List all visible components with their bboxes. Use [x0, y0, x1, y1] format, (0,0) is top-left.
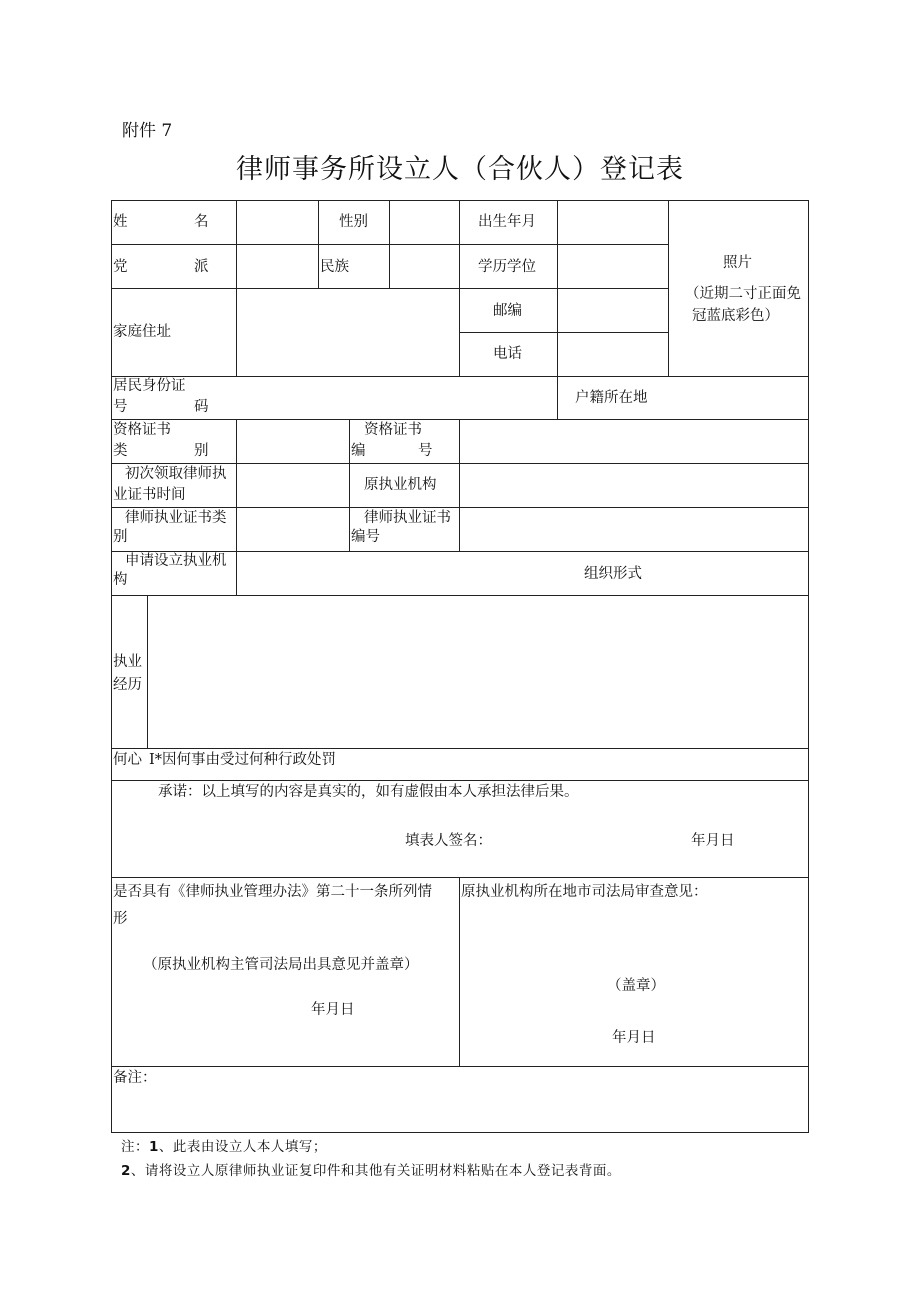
signature-field[interactable]	[496, 826, 676, 854]
rule	[111, 419, 809, 420]
label-first-license-1: 初次领取律师执	[125, 466, 227, 482]
history-field[interactable]	[149, 597, 806, 746]
art21-text-2: 形	[113, 911, 128, 927]
license-no-field[interactable]	[461, 509, 806, 549]
rule	[147, 595, 148, 748]
rule	[111, 288, 669, 289]
label-qual-no-1: 资格证书	[364, 422, 422, 438]
note-2	[121, 1159, 621, 1179]
bureau-opinion: （原执业机构主管司法局出具意见并盖章）	[143, 957, 419, 973]
rule	[111, 877, 809, 878]
id-number-field[interactable]	[238, 378, 557, 418]
label-name-a: 姓	[113, 214, 128, 230]
label-penalty-b: I*因何事由受过何种行政处罚	[149, 752, 336, 768]
label-license-type-1: 律师执业证书类	[125, 510, 227, 526]
note-2-text: 、请将设立人原律师执业证复印件和其他有关证明材料粘贴在本人登记表背面。	[130, 1163, 621, 1179]
apply-org-field[interactable]	[238, 553, 568, 593]
ethnicity-field[interactable]	[391, 246, 457, 286]
household-field[interactable]	[670, 378, 806, 418]
label-education: 学历学位	[478, 259, 536, 275]
qual-type-field[interactable]	[238, 421, 348, 461]
note-1-number: 1	[149, 1139, 159, 1155]
phone-field[interactable]	[559, 334, 666, 374]
label-qual-type-1: 资格证书	[113, 422, 171, 438]
label-birth: 出生年月	[478, 214, 536, 230]
address-field[interactable]	[238, 290, 457, 374]
party-field[interactable]	[238, 246, 316, 286]
label-license-no-2: 编号	[351, 529, 380, 545]
remarks-field[interactable]	[161, 1068, 806, 1130]
license-type-field[interactable]	[238, 509, 348, 549]
label-license-type-2: 别	[113, 529, 128, 545]
signer-label: 填表人签名：	[405, 833, 492, 849]
label-ethnicity: 民族	[320, 259, 349, 275]
seal-label: （盖章）	[607, 978, 665, 994]
rule	[459, 877, 460, 1066]
label-id-1: 居民身份证	[113, 378, 186, 394]
label-qual-no-2a: 编	[351, 443, 366, 459]
gender-field[interactable]	[391, 202, 457, 242]
label-id-2b: 码	[194, 399, 209, 415]
former-org-field[interactable]	[461, 465, 806, 505]
note-1	[121, 1135, 327, 1155]
birth-field[interactable]	[559, 202, 666, 242]
label-license-no-1: 律师执业证书	[364, 510, 451, 526]
label-address: 家庭住址	[113, 324, 171, 340]
photo-note-1: （近期二寸正面免	[685, 286, 801, 302]
review-date: 年月日	[612, 1030, 656, 1046]
rule	[236, 200, 237, 376]
label-household: 户籍所在地	[575, 390, 648, 406]
label-former-org: 原执业机构	[364, 477, 437, 493]
rule	[459, 332, 669, 333]
remarks-label: 备注：	[113, 1070, 157, 1086]
rule	[111, 748, 809, 749]
rule	[111, 200, 112, 1133]
name-field[interactable]	[238, 202, 316, 242]
label-qual-type-2b: 别	[194, 443, 209, 459]
note-2-number: 2	[121, 1163, 131, 1179]
rule	[111, 1132, 809, 1133]
rule	[111, 244, 669, 245]
page-title: 律师事务所设立人（合伙人）登记表	[236, 154, 684, 185]
label-id-2a: 号	[113, 399, 128, 415]
note-1-text: 、此表由设立人本人填写；	[158, 1139, 327, 1155]
label-gender: 性别	[339, 214, 368, 230]
label-party-a: 党	[113, 259, 128, 275]
label-phone: 电话	[493, 346, 522, 362]
pledge-text: 承诺：以上填写的内容是真实的，如有虚假由本人承担法律后果。	[158, 784, 579, 800]
label-org-form: 组织形式	[584, 566, 642, 582]
label-qual-no-2b: 号	[418, 443, 433, 459]
registration-form	[111, 200, 809, 1133]
rule	[236, 419, 237, 595]
qual-no-field[interactable]	[461, 421, 806, 461]
rule	[111, 1066, 809, 1067]
pledge-date: 年月日	[691, 833, 735, 849]
review-text: 原执业机构所在地市司法局审查意见：	[461, 884, 708, 900]
org-form-field[interactable]	[656, 553, 806, 593]
first-license-time-field[interactable]	[238, 465, 348, 505]
rule	[111, 595, 809, 596]
rule	[557, 200, 558, 419]
label-apply-org-1: 申请设立执业机	[125, 553, 227, 569]
label-photo: 照片	[723, 255, 752, 271]
annex-label: 附件 7	[122, 121, 173, 141]
art21-text-1: 是否具有《律师执业管理办法》第二十一条所列情	[113, 884, 432, 900]
rule	[808, 200, 809, 1133]
label-penalty-a: 何心	[113, 752, 142, 768]
label-name-b: 名	[194, 214, 209, 230]
rule	[389, 200, 390, 288]
photo-note-2: 冠蓝底彩色）	[692, 308, 779, 324]
label-postcode: 邮编	[493, 303, 522, 319]
photo-slot[interactable]	[670, 202, 806, 374]
rule	[459, 200, 460, 376]
label-history-1: 执业	[113, 654, 142, 670]
label-first-license-2: 业证书时间	[113, 487, 186, 503]
rule	[111, 780, 809, 781]
note-prefix: 注：	[121, 1139, 149, 1155]
rule	[111, 376, 809, 377]
label-history-2: 经历	[113, 677, 142, 693]
label-qual-type-2a: 类	[113, 443, 128, 459]
education-field[interactable]	[559, 246, 666, 286]
rule	[668, 200, 669, 376]
rule	[111, 200, 809, 201]
postcode-field[interactable]	[559, 290, 666, 330]
label-party-b: 派	[194, 259, 209, 275]
rule	[318, 200, 319, 288]
rule	[459, 419, 460, 551]
penalty-field[interactable]	[351, 750, 806, 778]
art21-date: 年月日	[311, 1002, 355, 1018]
label-apply-org-2: 构	[113, 572, 128, 588]
rule	[349, 419, 350, 551]
